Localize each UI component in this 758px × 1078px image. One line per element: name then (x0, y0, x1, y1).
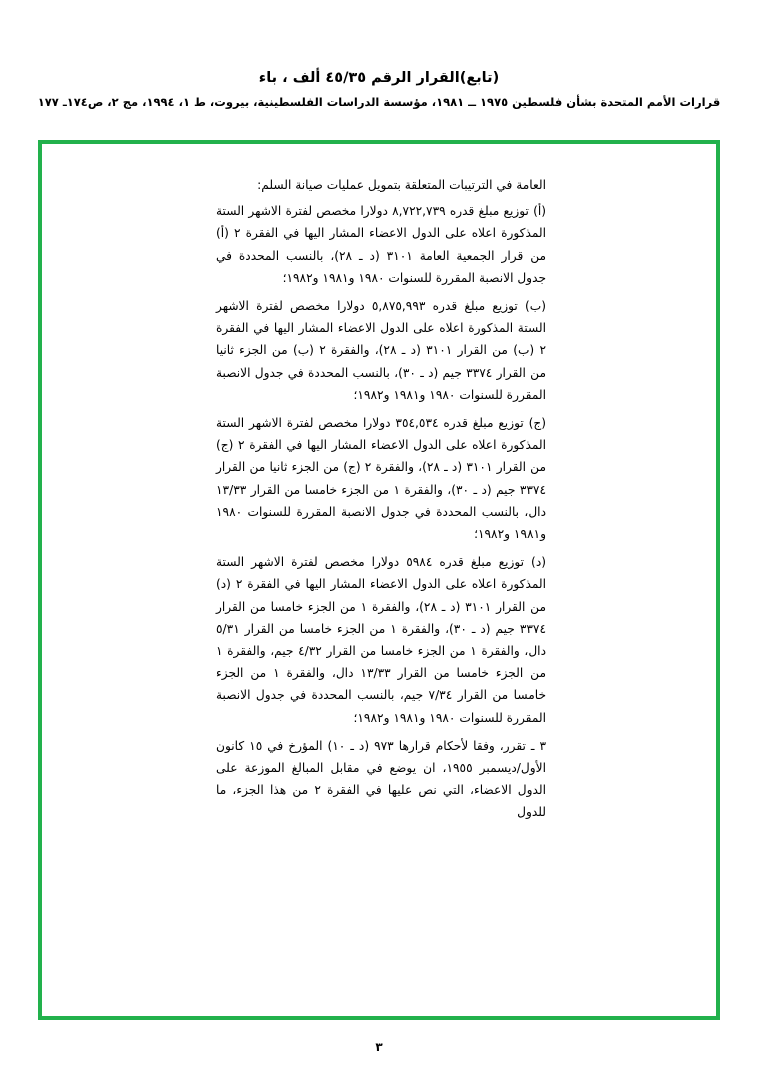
page-header (0, 0, 758, 110)
paragraph: العامة في الترتيبات المتعلقة بتمويل عمليات صيانة السلم: (257, 178, 546, 192)
paragraph: (د) توزيع مبلغ قدره ٥٩٨٤ دولارا مخصص لفترة الاشهر الستة المذكورة اعلاه على الدول الاعضاء المشار اليها في الفقرة ٢ (د) من القرار ٣١٠١ (د ـ ٢٨)، والفقرة ١ من الجزء خامسا من القرار ٣٣٧٤ جيم (د ـ ٣٠)، والفقرة ١ من الجزء خامسا من القرار ٥/٣١ دال، والفقرة ١ من الجزء خامسا من القرار ٤/٣٢ جيم، والفقرة ١ من الجزء خامسا من القرار ١٣/٣٣ دال، والفقرة ١ من الجزء خامسا من القرار ٧/٣٤ جيم، بالنسب المحددة في جدول الانصبة المقررة للسنوات ١٩٨٠ و١٩٨١ و١٩٨٢؛ (216, 555, 546, 725)
document-source-citation: قرارات الأمم المتحدة بشأن فلسطين ١٩٧٥ ــ ١٩٨١، مؤسسة الدراسات الفلسطينية، بيروت، ط ١، ١٩٩٤، مج ٢، ص١٧٤ـ ١٧٧ (37, 95, 721, 110)
paragraph: (ب) توزيع مبلغ قدره ٥,٨٧٥,٩٩٣ دولارا مخصص لفترة الاشهر الستة المذكورة اعلاه على الدول الاعضاء المشار اليها في الفقرة ٢ (ب) من القرار ٣١٠١ (د ـ ٢٨)، والفقرة ٢ (ب) من الجزء ثانيا من القرار ٣٣٧٤ جيم (د ـ ٣٠)، بالنسب المحددة في جدول الانصبة المقررة للسنوات ١٩٨٠ و١٩٨١ و١٩٨٢؛ (216, 299, 546, 402)
document-title: (تابع)القرار الرقم ٤٥/٣٥ ألف ، باء (258, 70, 500, 86)
page-number: ٣ (375, 1040, 383, 1054)
paragraph: (أ) توزيع مبلغ قدره ٨,٧٢٢,٧٣٩ دولارا مخصص لفترة الاشهر الستة المذكورة اعلاه على الدول الاعضاء المشار اليها في الفقرة ٢ (أ) من قرار الجمعية العامة ٣١٠١ (د ـ ٢٨)، بالنسب المحددة في جدول الانصبة المقررة للسنوات ١٩٨٠ و١٩٨١ و١٩٨٢؛ (216, 204, 547, 285)
paragraph: ٣ ـ تقرر، وفقا لأحكام قرارها ٩٧٣ (د ـ ١٠) المؤرخ في ١٥ كانون الأول/ديسمبر ١٩٥٥، ان يوضع في مقابل المبالغ الموزعة على الدول الاعضاء، التي نص عليها في الفقرة ٢ من هذا الجزء، ما للدول (216, 738, 547, 820)
document-body (216, 174, 546, 830)
content-frame (38, 140, 720, 1020)
paragraph: (ج) توزيع مبلغ قدره ٣٥٤,٥٣٤ دولارا مخصص لفترة الاشهر الستة المذكورة اعلاه على الدول الاعضاء المشار اليها في الفقرة ٢ (ج) من القرار ٣١٠١ (د ـ ٢٨)، والفقرة ٢ (ج) من الجزء ثانيا من القرار ٣٣٧٤ جيم (د ـ ٣٠)، والفقرة ١ من الجزء خامسا من القرار ١٣/٣٣ دال، بالنسب المحددة في جدول الانصبة المقررة للسنوات ١٩٨٠ و١٩٨١ و١٩٨٢؛ (216, 416, 546, 542)
